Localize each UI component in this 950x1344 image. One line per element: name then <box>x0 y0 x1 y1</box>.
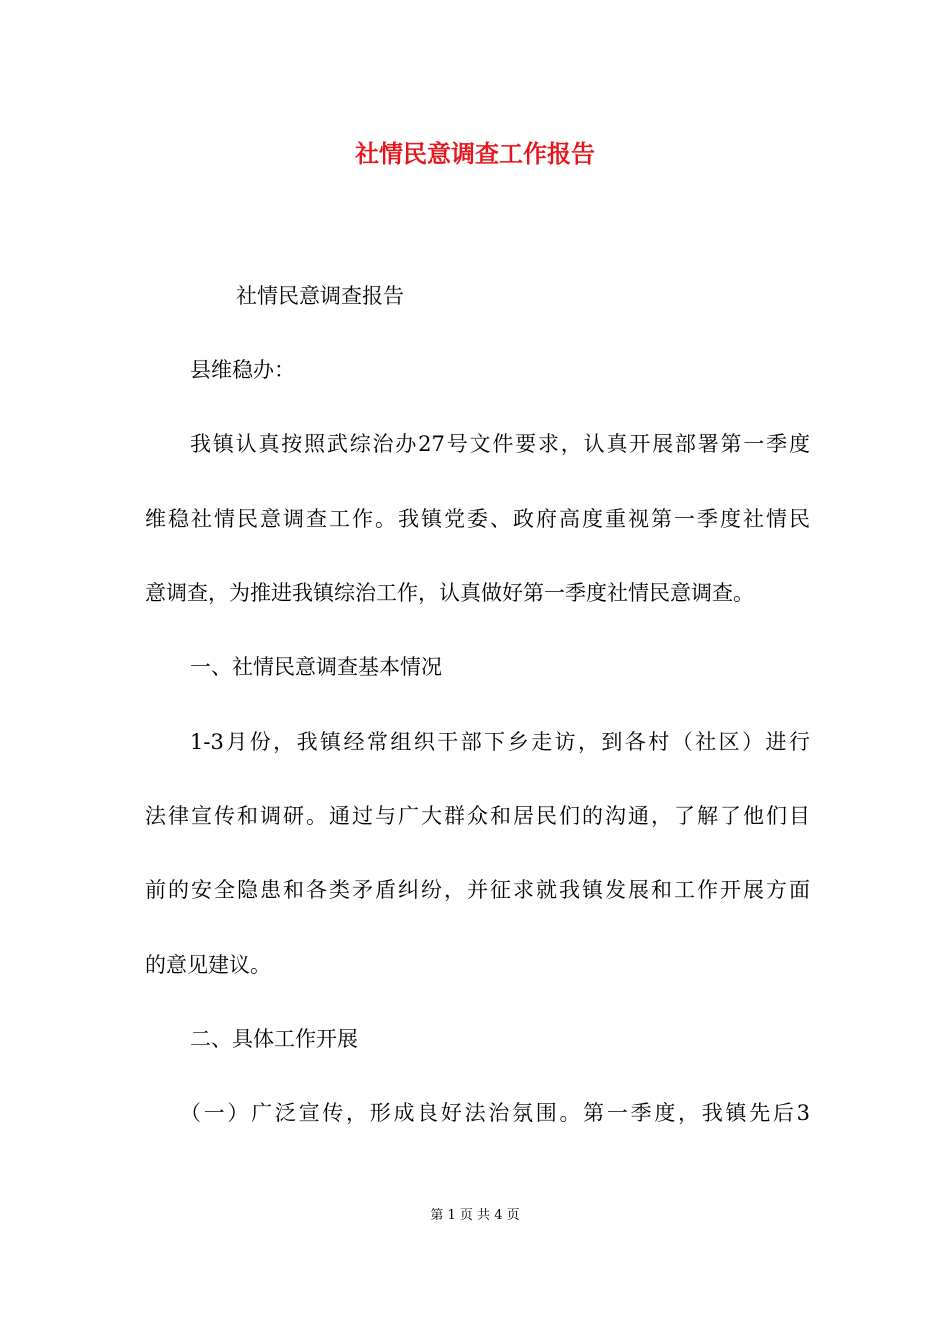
paragraph1-line1: 我镇认真按照武综治办27号文件要求，认真开展部署第一季度 <box>190 432 810 456</box>
paragraph2-line3: 前的安全隐患和各类矛盾纠纷，并征求就我镇发展和工作开展方面 <box>145 878 810 902</box>
paragraph1-line2: 维稳社情民意调查工作。我镇党委、政府高度重视第一季度社情民 <box>145 507 810 531</box>
paragraph2-line2: 法律宣传和调研。通过与广大群众和居民们的沟通，了解了他们目 <box>145 804 810 828</box>
report-subtitle: 社情民意调查报告 <box>236 284 404 308</box>
paragraph3-line1: （一）广泛宣传，形成良好法治氛围。第一季度，我镇先后3 <box>180 1101 810 1125</box>
document-title: 社情民意调查工作报告 <box>355 139 595 168</box>
paragraph2-line4: 的意见建议。 <box>145 953 271 977</box>
salutation: 县维稳办： <box>190 358 295 382</box>
paragraph1-line3: 意调查，为推进我镇综治工作，认真做好第一季度社情民意调查。 <box>145 581 754 605</box>
section1-heading: 一、社情民意调查基本情况 <box>190 655 442 679</box>
section2-heading: 二、具体工作开展 <box>190 1027 358 1051</box>
page-footer <box>0 1207 950 1225</box>
page-number: 第 1 页 共 4 页 <box>430 1208 520 1223</box>
paragraph2-line1: 1-3月份，我镇经常组织干部下乡走访，到各村（社区）进行 <box>190 730 810 754</box>
